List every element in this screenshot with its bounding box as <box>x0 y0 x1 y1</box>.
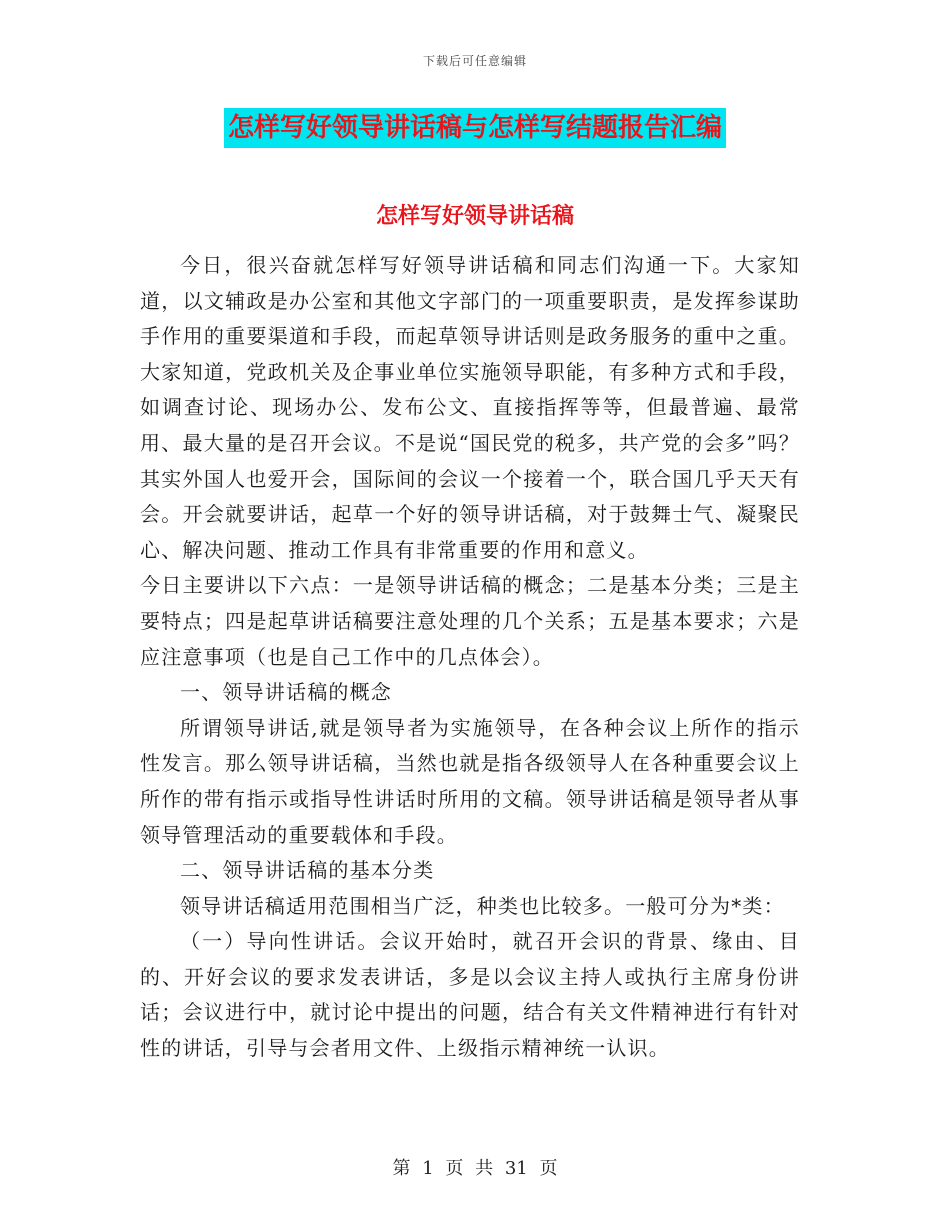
heading-concept: 一、领导讲话稿的概念 <box>180 680 392 705</box>
paragraph-guiding-speech: （一）导向性讲话。会议开始时，就召开会识的背景、缘由、目的、开好会议的要求发表讲话，多是以会议主持人或执行主席身份讲话；会议进行中，就讨论中提出的问题，结合有关文件精神进行有针对性的讲话，引导与会者用文件、上级指示精神统一认识。 <box>140 929 800 1061</box>
document-title-wrapper <box>0 108 950 148</box>
document-title: 怎样写好领导讲话稿与怎样写结题报告汇编 <box>224 108 726 148</box>
page-number: 第 1 页 共 31 页 <box>392 1158 558 1179</box>
heading-classification: 二、领导讲话稿的基本分类 <box>180 858 435 883</box>
paragraph-classification: 领导讲话稿适用范围相当广泛，种类也比较多。一般可分为*类： <box>180 893 785 918</box>
document-body <box>140 248 800 1067</box>
paragraph-outline: 今日主要讲以下六点：一是领导讲话稿的概念；二是基本分类；三是主要特点；四是起草讲话稿要注意处理的几个关系；五是基本要求；六是应注意事项（也是自己工作中的几点体会）。 <box>140 573 800 669</box>
paragraph-concept: 所谓领导讲话,就是领导者为实施领导，在各种会议上所作的指示性发言。那么领导讲话稿，当然也就是指各级领导人在各种重要会议上所作的带有指示或指导性讲话时所用的文稿。领导讲话稿是领导者从事领导管理活动的重要载体和手段。 <box>140 715 800 847</box>
section-title: 怎样写好领导讲话稿 <box>375 203 574 229</box>
download-note: 下载后可任意编辑 <box>422 54 527 68</box>
paragraph-intro: 今日，很兴奋就怎样写好领导讲话稿和同志们沟通一下。大家知道，以文辅政是办公室和其他文字部门的一项重要职责，是发挥参谋助手作用的重要渠道和手段，而起草领导讲话则是政务服务的重中之重。大家知道，党政机关及企事业单位实施领导职能，有多种方式和手段，如调查讨论、现场办公、发布公文、直接指挥等等，但最普遍、最常用、最大量的是召开会议。不是说“国民党的税多，共产党的会多”吗？其实外国人也爱开会，国际间的会议一个接着一个，联合国几乎天天有会。开会就要讲话，起草一个好的领导讲话稿，对于鼓舞士气、凝聚民心、解决问题、推动工作具有非常重要的作用和意义。 <box>140 253 800 562</box>
